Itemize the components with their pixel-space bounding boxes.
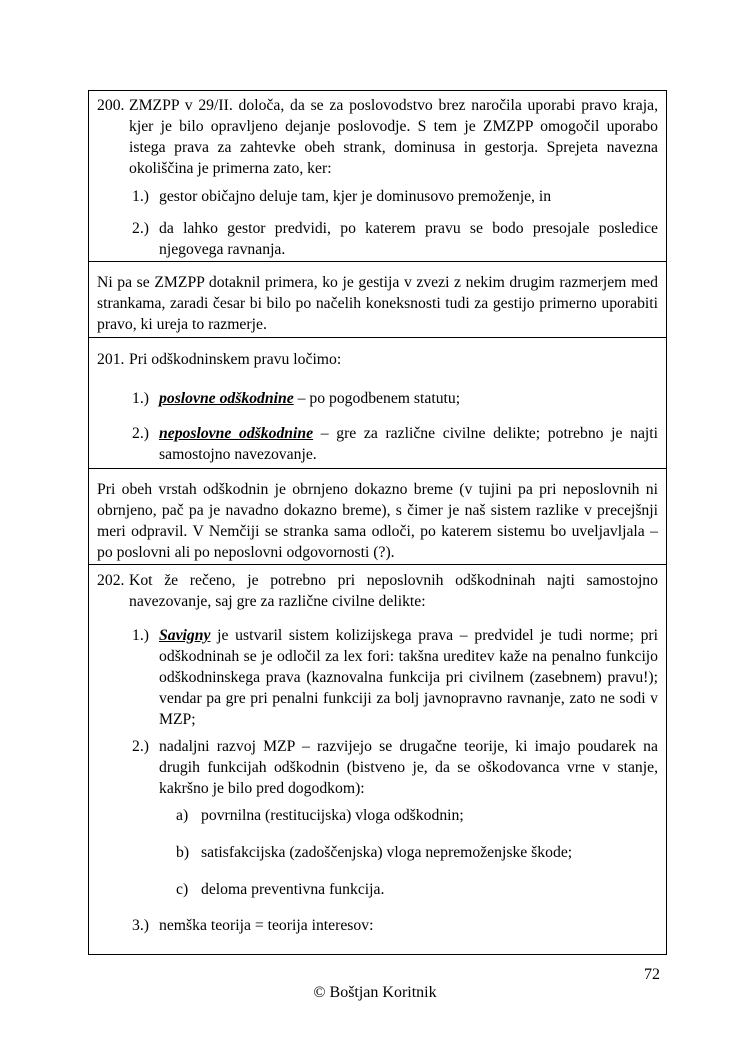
list-item [132, 625, 659, 730]
list-item [132, 186, 658, 207]
note-row [89, 261, 666, 337]
item-marker: 1.) [132, 390, 149, 407]
list-item [132, 915, 658, 936]
item-marker: 3.) [132, 917, 149, 934]
item-text: povrnilna (restitucijska) vloga odškodnin; [201, 807, 464, 824]
item-text: je ustvaril sistem kolizijskega prava – predvidel je tudi norme; pri odškodninah se je odločil za lex fori: takšna ureditev kaže na penalno funkcijo odškodninskega prava (kaznovalna funkcija pri civilnem (zasebnem) pravu!); vendar pa gre pri penalni funkciji za bolj javnopravno ravnanje, zato ne sodi v MZP; [159, 627, 659, 728]
item-marker: 1.) [132, 627, 149, 644]
note-paragraph: Pri obeh vrstah odškodnin je obrnjeno dokazno breme (v tujini pa pri neposlovnih ni obrnjeno, pač pa je navadno dokazno breme), s čimer je naš sistem razlike v precejšnji meri odpravil. V Nemčiji se stranka sama odloči, po katerem sistemu bo uveljavljala – po poslovni ali po neposlovni odgovornosti (?). [97, 481, 658, 561]
item-text: nadaljni razvoj MZP – razvijejo se drugačne teorije, ki imajo poudarek na drugih funkcijah odškodnin (bistveno je, da se oškodovanca vrne v stanje, kakršno je bilo pred dogodkom): [159, 738, 658, 797]
section-intro: Pri odškodninskem pravu ločimo: [129, 351, 342, 368]
item-marker: a) [176, 807, 189, 824]
item-text: – po pogodbenem statutu; [297, 390, 461, 407]
section-202-row [89, 564, 666, 954]
item-text: – gre za različne civilne delikte; potrebno je najti samostojno navezovanje. [159, 425, 659, 463]
item-text: gestor običajno deluje tam, kjer je dominusovo premoženje, in [159, 188, 552, 205]
list-item [132, 218, 658, 260]
sub-list-item [176, 842, 658, 863]
section-number: 201. [97, 351, 125, 368]
section-201-row [89, 337, 666, 468]
paragraph-table [88, 90, 667, 955]
item-lead-term: neposlovne odškodnine [159, 425, 314, 442]
list-item [132, 423, 659, 465]
sub-list-item [176, 879, 658, 900]
item-lead-term: poslovne odškodnine [159, 390, 294, 407]
item-marker: b) [176, 844, 190, 861]
note-row [89, 468, 666, 564]
list-item [132, 736, 658, 900]
sub-list-item [176, 805, 658, 826]
item-marker: 2.) [132, 738, 149, 755]
section-200-row [89, 91, 666, 261]
section-number: 200. [97, 97, 125, 114]
item-lead-term: Savigny [159, 627, 211, 644]
item-text: satisfakcijska (zadoščenjska) vloga nepremoženjske škode; [201, 844, 573, 861]
item-marker: 1.) [132, 188, 149, 205]
section-number: 202. [97, 572, 125, 589]
item-text: da lahko gestor predvidi, po katerem pravu se bodo presojale posledice njegovega ravnanja. [159, 220, 658, 258]
footer-credit: © Boštjan Koritnik [313, 984, 437, 1001]
item-text: deloma preventivna funkcija. [201, 881, 385, 898]
item-text: nemška teorija = teorija interesov: [159, 917, 374, 934]
note-paragraph: Ni pa se ZMZPP dotaknil primera, ko je gestija v zvezi z nekim drugim razmerjem med strankama, zaradi česar bi bilo po načelih koneksnosti tudi za gestijo primerno uporabiti pravo, ki ureja to razmerje. [97, 274, 658, 333]
section-intro: Kot že rečeno, je potrebno pri neposlovnih odškodninah najti samostojno navezovanje, saj gre za različne civilne delikte: [129, 572, 658, 610]
item-marker: 2.) [132, 220, 149, 237]
section-intro: ZMZPP v 29/II. določa, da se za poslovodstvo brez naročila uporabi pravo kraja, kjer je bilo opravljeno dejanje poslovodje. S tem je ZMZPP omogočil uporabo istega prava za zahtevke obeh strank, dominusa in gestorja. Sprejeta navezna okoliščina je primerna zato, ker: [129, 97, 658, 177]
item-marker: c) [176, 881, 189, 898]
list-item [132, 388, 658, 409]
page-number: 72 [644, 966, 660, 983]
item-marker: 2.) [132, 425, 149, 442]
